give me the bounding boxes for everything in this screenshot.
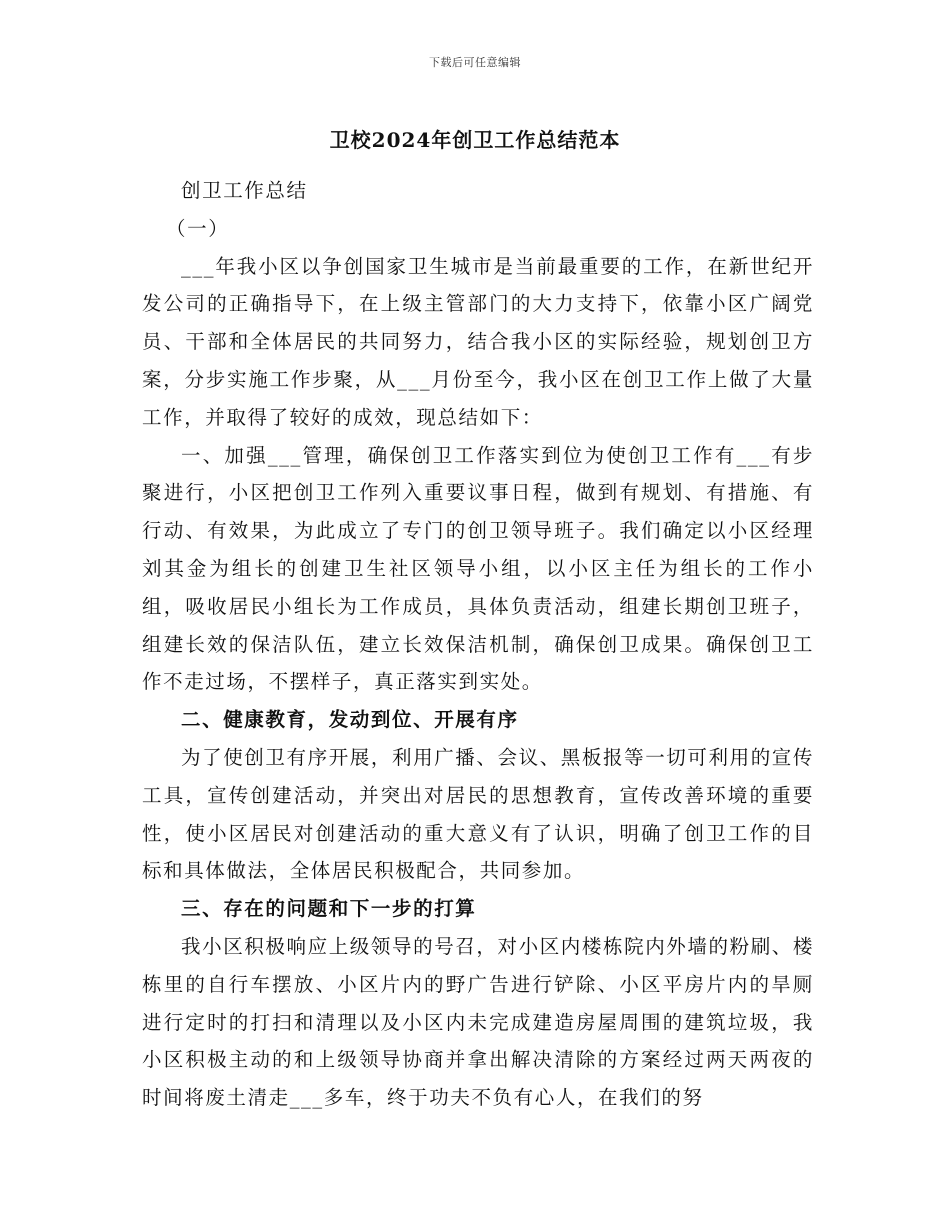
section-heading-problems: 三、存在的问题和下一步的打算 [181, 897, 477, 921]
section-marker: （一） [166, 216, 230, 240]
document-subtitle: 创卫工作总结 [181, 179, 308, 202]
section-heading-health-education: 二、健康教育，发动到位、开展有序 [181, 708, 519, 732]
paragraph-management: 一、加强___管理，确保创卫工作落实到位为使创卫工作有___有步聚进行，小区把创卫工作列入重要议事日程，做到有规划、有措施、有行动、有效果，为此成立了专门的创卫领导班子。我们确定以小区经理刘其金为组长的创建卫生社区领导小组，以小区主任为组长的工作小组，吸收居民小组长为工作成员，具体负责活动，组建长期创卫班子，组建长效的保洁队伍，建立长效保洁机制，确保创卫成果。确保创卫工作不走过场，不摆样子，真正落实到实处。 [142, 443, 814, 694]
paragraph-problems: 我小区积极响应上级领导的号召，对小区内楼栋院内外墙的粉刷、楼栋里的自行车摆放、小区片内的野广告进行铲除、小区平房片内的旱厕进行定时的打扫和清理以及小区内未完成建造房屋周围的建筑垃圾，我小区积极主动的和上级领导协商并拿出解决清除的方案经过两天两夜的时间将废土清走___多车，终于功夫不负有心人，在我们的努 [142, 934, 815, 1110]
page-header-note: 下载后可任意编辑 [429, 56, 521, 69]
paragraph-health-education: 为了使创卫有序开展，利用广播、会议、黑板报等一切可利用的宣传工具，宣传创建活动，并突出对居民的思想教育，宣传改善环境的重要性，使小区居民对创建活动的重大意义有了认识，明确了创卫工作的目标和具体做法，全体居民积极配合，共同参加。 [142, 745, 815, 883]
document-title: 卫校2024年创卫工作总结范本 [329, 128, 621, 152]
document-body [142, 172, 814, 1117]
paragraph-intro: ___年我小区以争创国家卫生城市是当前最重要的工作，在新世纪开发公司的正确指导下，在上级主管部门的大力支持下，依靠小区广阔党员、干部和全体居民的共同努力，结合我小区的实际经验，规划创卫方案，分步实施工作步聚，从___月份至今，我小区在创卫工作上做了大量工作，并取得了较好的成效，现总结如下： [142, 254, 814, 429]
